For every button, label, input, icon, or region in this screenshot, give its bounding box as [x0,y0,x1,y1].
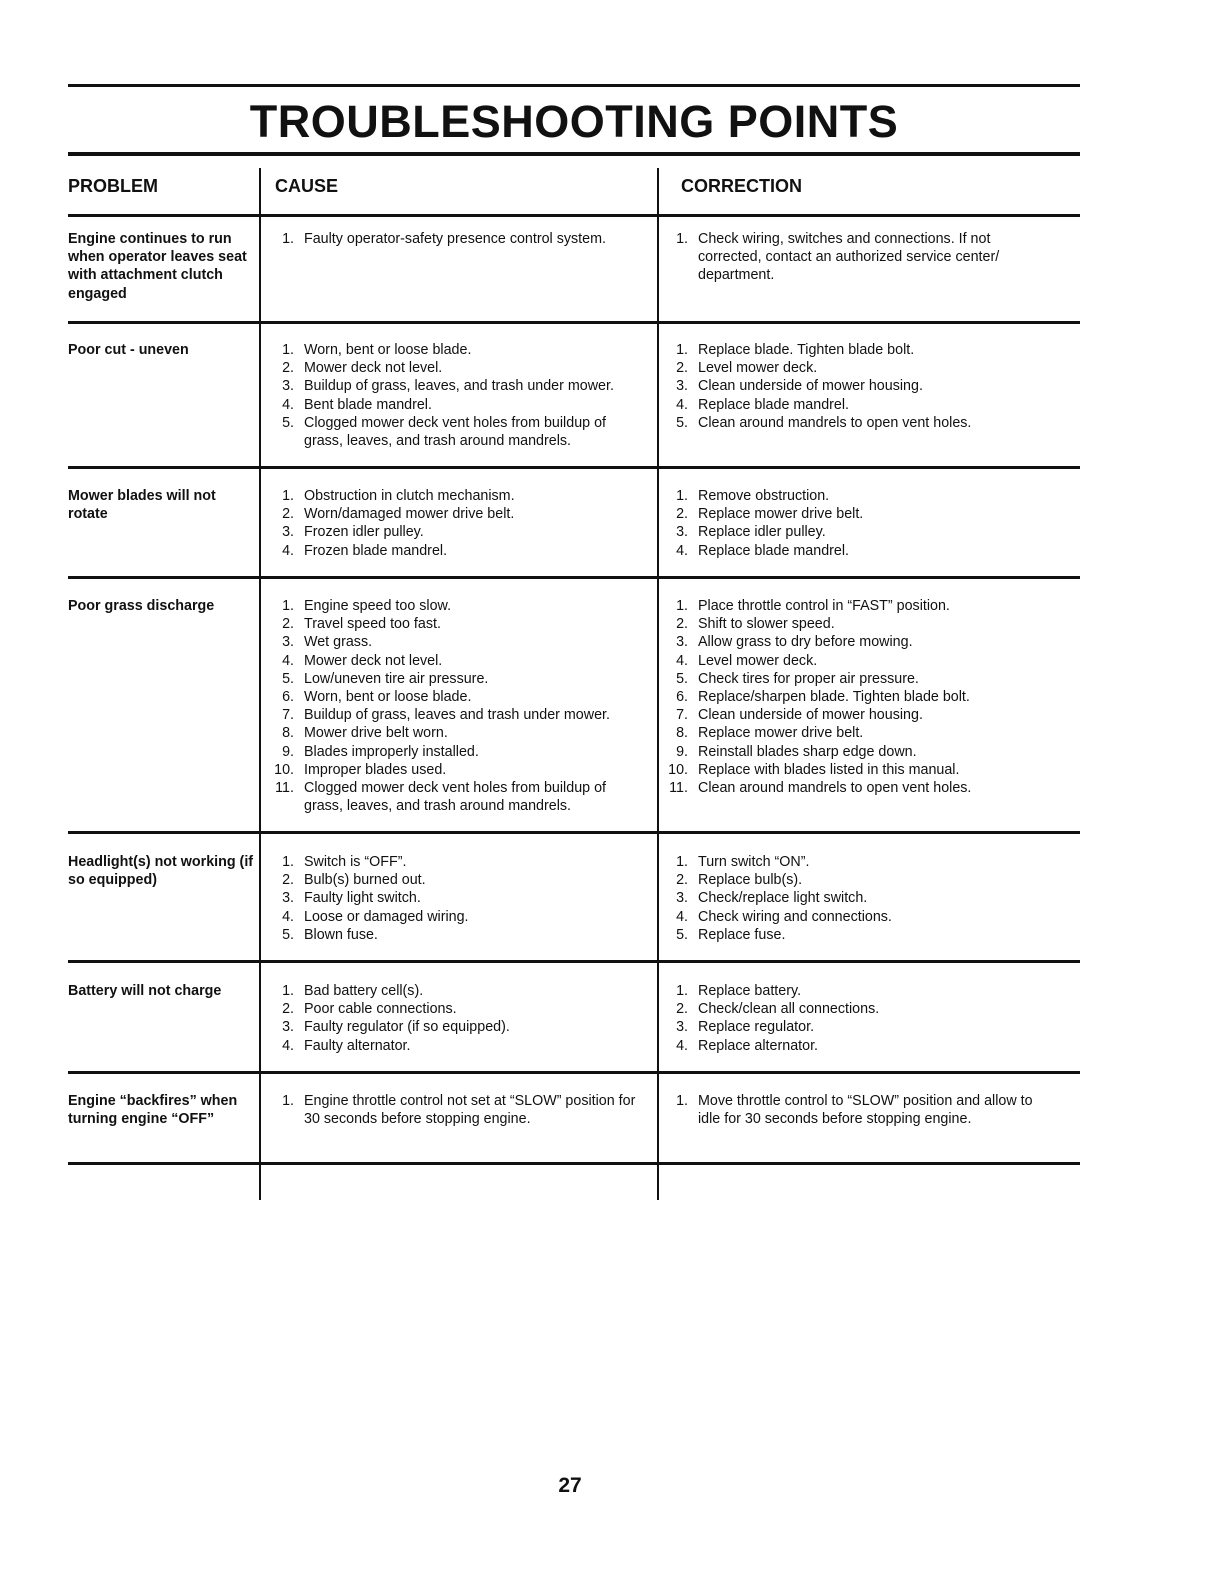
item-text: Replace mower drive belt. [698,725,864,742]
item-number: 1. [282,983,294,999]
cause-list [266,597,638,815]
item-text: Blown fuse. [304,926,378,943]
item-number: 8. [282,725,294,742]
item-text: Faulty light switch. [304,890,421,907]
item-number: 2. [282,506,294,523]
item-number: 11. [669,780,688,797]
item-text: Frozen idler pulley. [304,524,424,541]
cause-cell [266,982,638,1055]
list-item [660,1000,1040,1018]
cause-list [266,487,638,560]
problem-cell: Engine “backfires” when turning engine “OFF” [68,1093,238,1128]
correction-cell [660,982,1040,1055]
list-item [266,1037,638,1055]
item-number: 2. [282,1001,294,1018]
item-number: 5. [676,926,688,943]
item-text: Clean around mandrels to open vent holes. [698,414,972,431]
item-text: Move throttle control to “SLOW” position and allow to idle for 30 seconds before stopping engine. [698,1093,1033,1128]
item-text: Worn, bent or loose blade. [304,342,472,358]
item-text: Low/uneven tire air pressure. [304,670,489,687]
item-text: Place throttle control in “FAST” position. [698,598,950,614]
title-rule [68,152,1080,156]
list-item [266,926,638,944]
item-text: Clogged mower deck vent holes from buildup of grass, leaves, and trash around mandrels. [304,780,606,815]
item-number: 1. [676,1093,688,1109]
list-item [660,853,1040,871]
item-text: Replace with blades listed in this manual. [698,761,960,778]
list-item [660,633,1040,651]
item-number: 4. [282,1037,294,1054]
item-number: 4. [282,542,294,559]
item-number: 8. [676,725,688,742]
item-text: Clogged mower deck vent holes from buildup of grass, leaves, and trash around mandrels. [304,414,606,450]
list-item [660,706,1040,724]
item-text: Wet grass. [304,634,373,651]
item-number: 4. [676,396,688,413]
problem-cell: Headlight(s) not working (if so equipped) [68,854,254,889]
list-item [660,743,1040,761]
item-number: 7. [282,707,294,724]
item-text: Blades improperly installed. [304,743,479,760]
item-number: 6. [282,689,294,706]
item-text: Engine throttle control not set at “SLOW” position for 30 seconds before stopping engine. [304,1093,636,1128]
item-number: 2. [676,872,688,889]
item-text: Worn/damaged mower drive belt. [304,506,515,523]
item-text: Switch is “OFF”. [304,854,407,870]
item-number: 1. [676,983,688,999]
item-text: Worn, bent or loose blade. [304,689,472,706]
item-text: Bulb(s) burned out. [304,872,426,889]
header-cause: CAUSE [275,176,339,196]
item-text: Obstruction in clutch mechanism. [304,488,515,504]
list-item [660,982,1040,1000]
item-number: 3. [676,524,688,541]
row-rule [68,576,1080,579]
list-item [660,724,1040,742]
item-text: Bad battery cell(s). [304,983,424,999]
list-item [660,926,1040,944]
item-number: 1. [282,231,294,247]
cause-cell [266,341,638,450]
correction-cell [660,341,1040,432]
correction-list [660,982,1040,1055]
page-number: 27 [558,1474,582,1497]
list-item [660,523,1040,541]
item-number: 4. [282,908,294,925]
item-number: 10. [274,761,294,778]
list-item [660,396,1040,414]
item-number: 3. [282,524,294,541]
item-number: 7. [676,707,688,724]
item-text: Mower deck not level. [304,652,443,669]
item-number: 9. [282,743,294,760]
item-text: Check/replace light switch. [698,890,868,907]
list-item [266,633,638,651]
list-item [660,779,1040,797]
list-item [660,1018,1040,1036]
item-text: Check/clean all connections. [698,1001,880,1018]
problem-cell: Battery will not charge [68,983,222,999]
item-number: 4. [282,396,294,413]
item-text: Level mower deck. [698,652,818,669]
list-item [660,652,1040,670]
item-number: 1. [676,231,688,247]
item-text: Check wiring and connections. [698,908,892,925]
item-number: 2. [282,872,294,889]
list-item [266,1092,638,1128]
problem-cell: Poor grass discharge [68,598,215,614]
item-text: Remove obstruction. [698,488,830,504]
item-text: Travel speed too fast. [304,616,441,633]
correction-cell [660,230,1040,285]
item-number: 2. [282,616,294,633]
correction-cell [660,487,1040,560]
item-text: Faulty operator-safety presence control system. [304,231,606,247]
row-rule [68,1071,1080,1074]
header-problem: PROBLEM [68,176,158,196]
list-item [266,761,638,779]
item-number: 5. [282,670,294,687]
correction-cell [660,853,1040,944]
list-item [660,487,1040,505]
row-rule [68,321,1080,324]
list-item [266,724,638,742]
item-text: Replace battery. [698,983,802,999]
list-item [266,597,638,615]
list-item [660,670,1040,688]
row-rule [68,214,1080,217]
cause-cell [266,230,638,248]
item-number: 11. [275,780,294,797]
cause-list [266,982,638,1055]
list-item [266,615,638,633]
item-text: Level mower deck. [698,360,818,377]
list-item [660,908,1040,926]
item-text: Replace bulb(s). [698,872,803,889]
item-number: 2. [676,1001,688,1018]
list-item [660,341,1040,359]
item-number: 1. [676,854,688,870]
item-text: Check wiring, switches and connections. If not corrected, contact an authorized service center/ department. [698,231,1000,284]
item-number: 2. [676,616,688,633]
item-number: 4. [676,542,688,559]
item-text: Replace regulator. [698,1019,815,1036]
item-text: Clean underside of mower housing. [698,707,923,724]
list-item [660,889,1040,907]
page-title: TROUBLESHOOTING POINTS [249,96,899,147]
item-text: Bent blade mandrel. [304,396,432,413]
item-text: Loose or damaged wiring. [304,908,469,925]
top-rule [68,84,1080,87]
item-number: 1. [282,854,294,870]
list-item [266,743,638,761]
item-number: 4. [676,908,688,925]
item-number: 2. [676,506,688,523]
item-number: 3. [282,634,294,651]
item-text: Replace mower drive belt. [698,506,864,523]
item-number: 9. [676,743,688,760]
item-number: 1. [282,488,294,504]
item-text: Replace idler pulley. [698,524,826,541]
correction-list [660,853,1040,944]
item-text: Check tires for proper air pressure. [698,670,919,687]
row-rule [68,960,1080,963]
list-item [266,706,638,724]
cause-list [266,1092,638,1128]
item-number: 1. [676,342,688,358]
list-item [660,414,1040,432]
item-number: 3. [282,1019,294,1036]
list-item [266,982,638,1000]
list-item [266,1000,638,1018]
list-item [660,871,1040,889]
problem-cell: Mower blades will not rotate [68,488,216,523]
item-text: Mower drive belt worn. [304,725,448,742]
item-text: Buildup of grass, leaves and trash under mower. [304,707,610,724]
item-text: Replace alternator. [698,1037,819,1054]
item-number: 1. [676,488,688,504]
item-text: Frozen blade mandrel. [304,542,448,559]
list-item [660,230,1040,285]
item-text: Buildup of grass, leaves, and trash under mower. [304,378,614,395]
correction-cell [660,597,1040,797]
list-item [660,597,1040,615]
list-item [266,523,638,541]
list-item [660,761,1040,779]
cause-list [266,341,638,450]
list-item [266,652,638,670]
item-number: 3. [676,1019,688,1036]
item-number: 1. [676,598,688,614]
row-rule [68,466,1080,469]
problem-cell: Engine continues to run when operator leaves seat with attachment clutch engaged [68,231,247,302]
item-text: Faulty regulator (if so equipped). [304,1019,510,1036]
item-text: Replace blade. Tighten blade bolt. [698,342,915,358]
item-number: 1. [282,342,294,358]
item-number: 10. [668,761,688,778]
list-item [660,1037,1040,1055]
item-text: Mower deck not level. [304,360,443,377]
item-text: Clean around mandrels to open vent holes. [698,780,972,797]
list-item [266,853,638,871]
row-rule [68,1162,1080,1165]
item-number: 3. [676,634,688,651]
item-number: 3. [282,378,294,395]
item-number: 3. [676,890,688,907]
list-item [266,396,638,414]
item-number: 3. [282,890,294,907]
correction-list [660,1092,1040,1128]
correction-list [660,341,1040,432]
correction-list [660,597,1040,797]
item-number: 6. [676,689,688,706]
item-text: Replace blade mandrel. [698,542,850,559]
item-number: 1. [282,598,294,614]
list-item [266,377,638,395]
item-number: 4. [676,652,688,669]
list-item [266,341,638,359]
item-number: 1. [282,1093,294,1109]
item-number: 5. [282,414,294,431]
problem-cell: Poor cut - uneven [68,342,189,358]
cause-list [266,230,638,248]
list-item [266,487,638,505]
item-text: Improper blades used. [304,761,447,778]
list-item [266,908,638,926]
correction-cell [660,1092,1040,1128]
correction-list [660,487,1040,560]
item-text: Replace blade mandrel. [698,396,850,413]
row-rule [68,831,1080,834]
item-number: 4. [676,1037,688,1054]
list-item [660,688,1040,706]
item-number: 2. [676,360,688,377]
item-text: Poor cable connections. [304,1001,457,1018]
item-number: 5. [676,670,688,687]
list-item [266,688,638,706]
item-text: Shift to slower speed. [698,616,835,633]
item-text: Reinstall blades sharp edge down. [698,743,917,760]
item-number: 5. [676,414,688,431]
item-text: Replace fuse. [698,926,786,943]
list-item [266,230,638,248]
item-number: 4. [282,652,294,669]
list-item [266,359,638,377]
list-item [660,505,1040,523]
cause-cell [266,597,638,815]
item-text: Allow grass to dry before mowing. [698,634,913,651]
cause-cell [266,487,638,560]
item-number: 3. [676,378,688,395]
header-correction: CORRECTION [681,176,802,196]
list-item [266,889,638,907]
list-item [660,359,1040,377]
list-item [660,377,1040,395]
cause-cell [266,853,638,944]
item-text: Engine speed too slow. [304,598,452,614]
list-item [266,542,638,560]
correction-list [660,230,1040,285]
list-item [266,779,638,815]
list-item [660,1092,1040,1128]
list-item [660,615,1040,633]
item-number: 2. [282,360,294,377]
item-text: Clean underside of mower housing. [698,378,923,395]
list-item [266,1018,638,1036]
list-item [660,542,1040,560]
list-item [266,871,638,889]
item-text: Faulty alternator. [304,1037,411,1054]
item-number: 5. [282,926,294,943]
list-item [266,670,638,688]
list-item [266,505,638,523]
item-text: Turn switch “ON”. [698,854,810,870]
cause-list [266,853,638,944]
list-item [266,414,638,450]
cause-cell [266,1092,638,1128]
item-text: Replace/sharpen blade. Tighten blade bolt. [698,689,970,706]
